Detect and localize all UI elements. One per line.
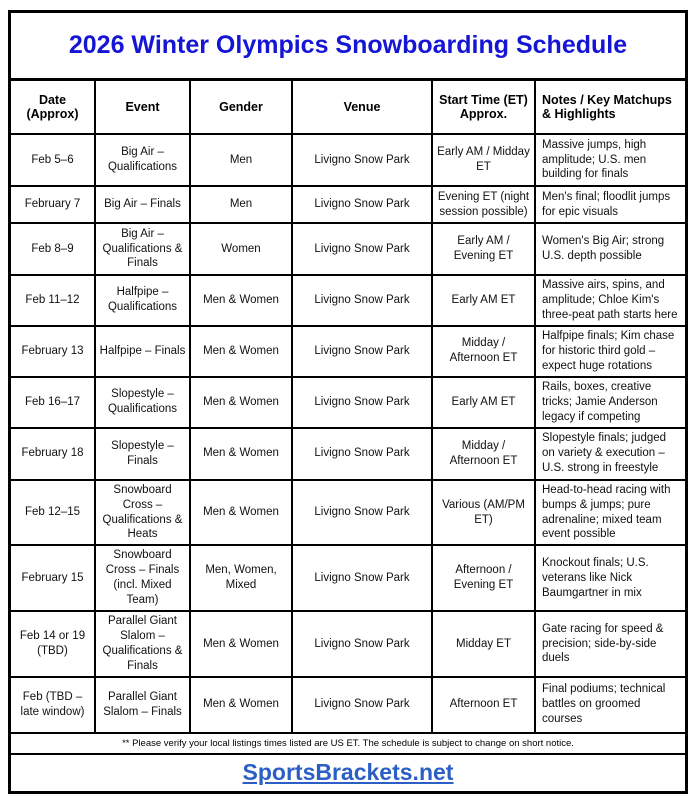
cell-event: Snowboard Cross – Finals (incl. Mixed Team) <box>95 545 190 611</box>
cell-event: Halfpipe – Finals <box>95 326 190 377</box>
cell-date: February 15 <box>11 545 95 611</box>
table-row <box>11 275 685 326</box>
table-row <box>11 428 685 480</box>
cell-notes: Slopestyle finals; judged on variety & execution – U.S. strong in freestyle <box>535 428 685 480</box>
table-row <box>11 377 685 428</box>
cell-date: Feb 14 or 19 (TBD) <box>11 611 95 677</box>
table-row <box>11 677 685 733</box>
cell-notes: Final podiums; technical battles on groomed courses <box>535 677 685 733</box>
table-row <box>11 186 685 223</box>
cell-venue: Livigno Snow Park <box>292 186 432 223</box>
cell-notes: Massive airs, spins, and amplitude; Chloe Kim's three-peat path starts here <box>535 275 685 326</box>
cell-event: Big Air – Qualifications <box>95 134 190 186</box>
cell-gender: Men & Women <box>190 480 292 546</box>
cell-date: Feb 11–12 <box>11 275 95 326</box>
cell-event: Slopestyle – Qualifications <box>95 377 190 428</box>
cell-venue: Livigno Snow Park <box>292 428 432 480</box>
disclaimer-note: ** Please verify your local listings times listed are US ET. The schedule is subject to change on short notice. <box>11 734 685 755</box>
cell-gender: Men & Women <box>190 677 292 733</box>
cell-gender: Men, Women, Mixed <box>190 545 292 611</box>
title-bar <box>11 13 685 81</box>
cell-date: Feb 12–15 <box>11 480 95 546</box>
table-header <box>11 81 685 134</box>
cell-notes: Rails, boxes, creative tricks; Jamie Anderson legacy if competing <box>535 377 685 428</box>
column-header-event: Event <box>95 81 190 134</box>
brand-link[interactable]: SportsBrackets.net <box>242 759 454 786</box>
column-header-gender: Gender <box>190 81 292 134</box>
cell-start-time: Afternoon ET <box>432 677 535 733</box>
cell-notes: Massive jumps, high amplitude; U.S. men building for finals <box>535 134 685 186</box>
cell-venue: Livigno Snow Park <box>292 326 432 377</box>
cell-event: Big Air – Qualifications & Finals <box>95 223 190 275</box>
brand-bar <box>11 755 685 791</box>
cell-date: February 7 <box>11 186 95 223</box>
table-body <box>11 134 685 733</box>
cell-event: Snowboard Cross – Qualifications & Heats <box>95 480 190 546</box>
table-row <box>11 326 685 377</box>
cell-event: Slopestyle – Finals <box>95 428 190 480</box>
cell-venue: Livigno Snow Park <box>292 545 432 611</box>
cell-gender: Men <box>190 186 292 223</box>
cell-start-time: Midday / Afternoon ET <box>432 428 535 480</box>
table-row <box>11 611 685 677</box>
cell-date: Feb 8–9 <box>11 223 95 275</box>
table-row <box>11 134 685 186</box>
schedule-page <box>8 10 688 794</box>
cell-date: February 13 <box>11 326 95 377</box>
cell-gender: Men & Women <box>190 377 292 428</box>
cell-event: Parallel Giant Slalom – Finals <box>95 677 190 733</box>
cell-start-time: Evening ET (night session possible) <box>432 186 535 223</box>
cell-date: February 18 <box>11 428 95 480</box>
cell-start-time: Early AM / Midday ET <box>432 134 535 186</box>
column-header-venue: Venue <box>292 81 432 134</box>
schedule-table <box>11 81 685 734</box>
cell-venue: Livigno Snow Park <box>292 611 432 677</box>
column-header-date: Date (Approx) <box>11 81 95 134</box>
cell-event: Halfpipe – Qualifications <box>95 275 190 326</box>
table-row <box>11 545 685 611</box>
cell-start-time: Midday ET <box>432 611 535 677</box>
table-row <box>11 223 685 275</box>
cell-gender: Men <box>190 134 292 186</box>
cell-venue: Livigno Snow Park <box>292 134 432 186</box>
cell-event: Parallel Giant Slalom – Qualifications & Finals <box>95 611 190 677</box>
cell-date: Feb (TBD – late window) <box>11 677 95 733</box>
cell-start-time: Midday / Afternoon ET <box>432 326 535 377</box>
cell-start-time: Early AM / Evening ET <box>432 223 535 275</box>
cell-notes: Knockout finals; U.S. veterans like Nick Baumgartner in mix <box>535 545 685 611</box>
cell-start-time: Early AM ET <box>432 377 535 428</box>
cell-gender: Men & Women <box>190 326 292 377</box>
table-row <box>11 480 685 546</box>
cell-gender: Women <box>190 223 292 275</box>
cell-venue: Livigno Snow Park <box>292 377 432 428</box>
cell-notes: Gate racing for speed & precision; side-by-side duels <box>535 611 685 677</box>
cell-start-time: Various (AM/PM ET) <box>432 480 535 546</box>
cell-gender: Men & Women <box>190 611 292 677</box>
cell-notes: Halfpipe finals; Kim chase for historic third gold – expect huge rotations <box>535 326 685 377</box>
cell-start-time: Afternoon / Evening ET <box>432 545 535 611</box>
page-title: 2026 Winter Olympics Snowboarding Schedule <box>68 31 628 59</box>
cell-venue: Livigno Snow Park <box>292 223 432 275</box>
cell-venue: Livigno Snow Park <box>292 480 432 546</box>
cell-start-time: Early AM ET <box>432 275 535 326</box>
cell-date: Feb 5–6 <box>11 134 95 186</box>
cell-notes: Men's final; floodlit jumps for epic visuals <box>535 186 685 223</box>
cell-event: Big Air – Finals <box>95 186 190 223</box>
cell-date: Feb 16–17 <box>11 377 95 428</box>
cell-gender: Men & Women <box>190 275 292 326</box>
cell-venue: Livigno Snow Park <box>292 275 432 326</box>
cell-gender: Men & Women <box>190 428 292 480</box>
column-header-start-time: Start Time (ET) Approx. <box>432 81 535 134</box>
cell-notes: Women's Big Air; strong U.S. depth possible <box>535 223 685 275</box>
column-header-notes: Notes / Key Matchups & Highlights <box>535 81 685 134</box>
cell-venue: Livigno Snow Park <box>292 677 432 733</box>
cell-notes: Head-to-head racing with bumps & jumps; pure adrenaline; mixed team event possible <box>535 480 685 546</box>
